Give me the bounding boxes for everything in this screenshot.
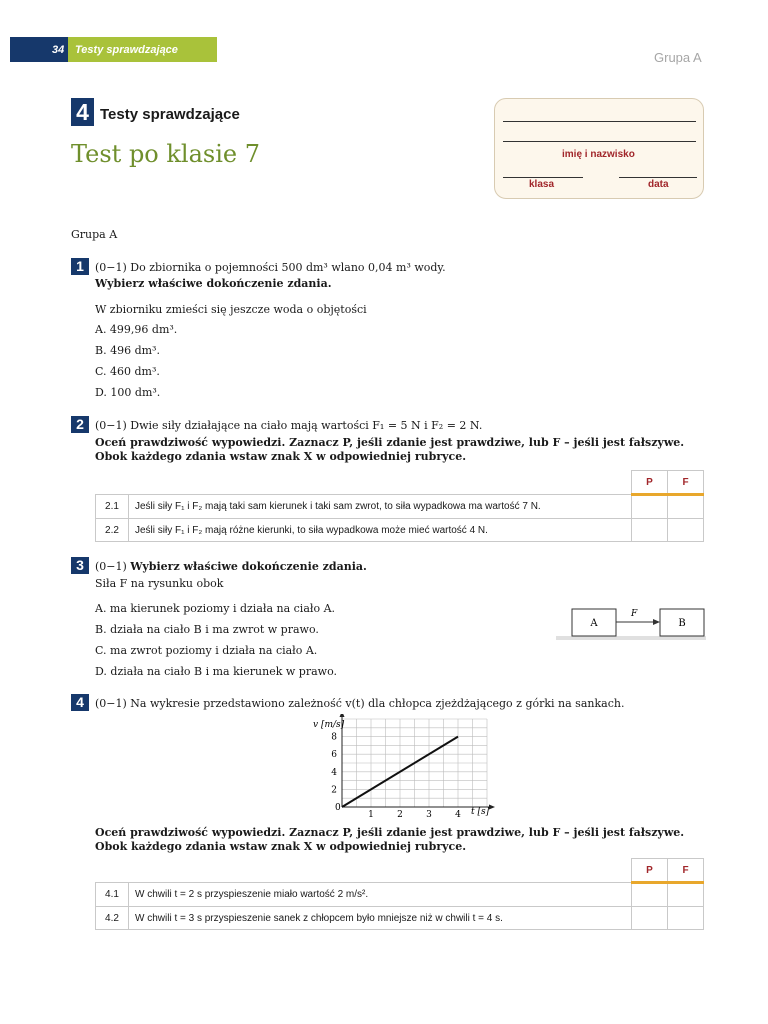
table-row (96, 907, 704, 930)
force-label: F (631, 609, 638, 619)
x-tick-label: 3 (426, 810, 432, 820)
origin-label: 0 (335, 803, 341, 813)
table-row (96, 495, 704, 519)
p-checkbox[interactable] (632, 883, 668, 907)
chapter-title: Testy sprawdzające (100, 106, 240, 123)
name-label: imię i nazwisko (562, 149, 635, 160)
x-axis-label: t [s] (471, 807, 490, 817)
date-label: data (648, 179, 669, 190)
row-number: 4.2 (96, 907, 129, 930)
f-header: F (668, 471, 704, 495)
row-number: 2.1 (96, 495, 129, 519)
y-axis-label: v [m/s] (313, 720, 345, 730)
question-number: 3 (71, 557, 89, 574)
x-tick-label: 4 (455, 810, 461, 820)
class-line[interactable] (503, 177, 583, 178)
question-instruction: Obok każdego zdania wstaw znak X w odpowiedniej rubryce. (95, 840, 467, 853)
f-checkbox[interactable] (668, 495, 704, 519)
group-label-top: Grupa A (654, 50, 702, 65)
force-diagram (556, 600, 706, 642)
y-tick-label: 8 (331, 732, 337, 743)
question-text: (0−1) Wybierz właściwe dokończenie zdania. (95, 560, 367, 573)
section-title: Testy sprawdzające (68, 37, 217, 62)
option-d[interactable]: D. działa na ciało B i ma kierunek w prawo. (95, 665, 337, 678)
option-c[interactable]: C. 460 dm³. (95, 365, 160, 378)
question-text: (0−1) Do zbiornika o pojemności 500 dm³ wlano 0,04 m³ wody. (95, 261, 446, 274)
true-false-table (95, 470, 704, 542)
question-number: 4 (71, 694, 89, 711)
option-d[interactable]: D. 100 dm³. (95, 386, 161, 399)
f-checkbox[interactable] (668, 907, 704, 930)
question-text: (0−1) Na wykresie przedstawiono zależność v(t) dla chłopca zjeżdżającego z górki na sankach. (95, 697, 625, 710)
question-instruction: Obok każdego zdania wstaw znak X w odpowiedniej rubryce. (95, 450, 467, 463)
body-b-label: B (678, 618, 686, 629)
row-statement: Jeśli siły F₁ i F₂ mają taki sam kierunek i taki sam zwrot, to siła wypadkowa ma wartość 7 N. (129, 495, 632, 519)
option-b[interactable]: B. 496 dm³. (95, 344, 160, 357)
f-checkbox[interactable] (668, 883, 704, 907)
y-tick-label: 6 (331, 750, 337, 761)
question-instruction: Oceń prawdziwość wypowiedzi. Zaznacz P, jeśli zdanie jest prawdziwe, lub F – jeśli jest fałszywe. (95, 826, 685, 839)
x-axis-arrowhead (489, 805, 495, 810)
p-checkbox[interactable] (632, 907, 668, 930)
question-number: 1 (71, 258, 89, 275)
question-text: (0−1) Dwie siły działające na ciało mają wartości F₁ = 5 N i F₂ = 2 N. (95, 419, 483, 432)
row-statement: W chwili t = 3 s przyspieszenie sanek z chłopcem było mniejsze niż w chwili t = 4 s. (129, 907, 632, 930)
date-line[interactable] (619, 177, 697, 178)
x-tick-label: 1 (368, 810, 374, 820)
force-arrowhead (653, 619, 660, 625)
question-instruction: Oceń prawdziwość wypowiedzi. Zaznacz P, jeśli zdanie jest prawdziwe, lub F – jeśli jest fałszywe. (95, 436, 685, 449)
student-info-box (494, 98, 704, 199)
class-label: klasa (529, 179, 555, 190)
y-tick-label: 2 (331, 785, 337, 796)
question-stem: Siła F na rysunku obok (95, 577, 224, 590)
test-title: Test po klasie 7 (71, 140, 260, 168)
table-row (96, 519, 704, 542)
option-b[interactable]: B. działa na ciało B i ma zwrot w prawo. (95, 623, 319, 636)
body-a-label: A (590, 618, 598, 629)
f-checkbox[interactable] (668, 519, 704, 542)
velocity-chart (305, 714, 505, 822)
option-a[interactable]: A. 499,96 dm³. (95, 323, 178, 336)
row-statement: Jeśli siły F₁ i F₂ mają różne kierunki, to siła wypadkowa może mieć wartość 4 N. (129, 519, 632, 542)
y-axis-arrowhead (340, 714, 345, 717)
row-number: 4.1 (96, 883, 129, 907)
p-header: P (632, 471, 668, 495)
y-tick-label: 4 (331, 767, 337, 778)
row-statement: W chwili t = 2 s przyspieszenie miało wartość 2 m/s². (129, 883, 632, 907)
f-header: F (668, 859, 704, 883)
question-number: 2 (71, 416, 89, 433)
p-header: P (632, 859, 668, 883)
page-number: 34 (10, 37, 68, 62)
name-line[interactable] (503, 141, 696, 142)
p-checkbox[interactable] (632, 519, 668, 542)
blank-line[interactable] (503, 121, 696, 122)
ground-surface (556, 636, 706, 640)
question-stem: W zbiorniku zmieści się jeszcze woda o objętości (95, 303, 367, 316)
row-number: 2.2 (96, 519, 129, 542)
p-checkbox[interactable] (632, 495, 668, 519)
x-tick-label: 2 (397, 810, 403, 820)
chapter-number: 4 (71, 98, 94, 126)
option-c[interactable]: C. ma zwrot poziomy i działa na ciało A. (95, 644, 318, 657)
option-a[interactable]: A. ma kierunek poziomy i działa na ciało A. (95, 602, 336, 615)
table-row (96, 883, 704, 907)
true-false-table (95, 858, 704, 930)
group-label: Grupa A (71, 228, 118, 241)
question-instruction: Wybierz właściwe dokończenie zdania. (95, 277, 332, 290)
